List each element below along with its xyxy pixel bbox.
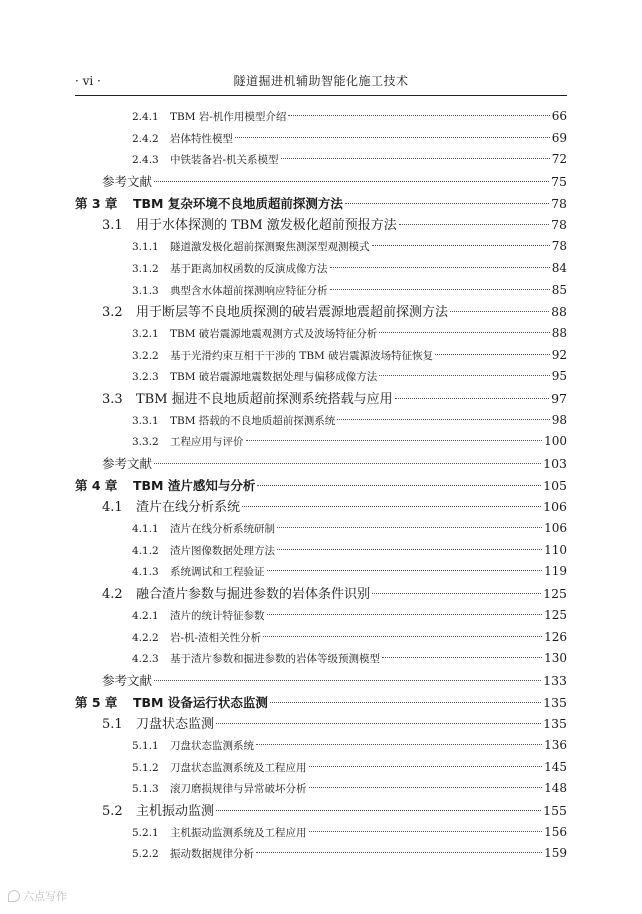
toc-entry-title: 工程应用与评价 xyxy=(170,436,244,449)
toc-page-number: 133 xyxy=(543,672,567,688)
toc-dot-leader xyxy=(154,680,541,681)
toc-page-number: 75 xyxy=(551,174,567,190)
toc-entry-title: 渣片的统计特征参数 xyxy=(170,609,265,622)
toc-page-number: 69 xyxy=(551,130,567,145)
toc-entry-sub[interactable] xyxy=(75,822,567,844)
toc-entry-number: 3.1.1 xyxy=(132,241,159,254)
toc-entry-sub[interactable] xyxy=(75,561,567,583)
toc-entry-chap[interactable] xyxy=(75,193,567,215)
toc-entry-number: 3.3.2 xyxy=(132,436,159,449)
toc-entry-title: 融合渣片参数与掘进参数的岩体条件识别 xyxy=(136,587,371,603)
toc-page-number: 78 xyxy=(551,195,567,211)
toc-entry-number: 3.1.3 xyxy=(132,284,159,297)
toc-entry-title: 渣片在线分析系统 xyxy=(136,500,241,516)
toc-entry-number: 2.4.3 xyxy=(132,154,159,167)
toc-dot-leader xyxy=(242,506,541,507)
toc-entry-number: 4.2.1 xyxy=(132,609,159,622)
toc-entry-sec[interactable] xyxy=(75,496,567,518)
toc-entry-sub[interactable] xyxy=(75,258,567,280)
toc-entry-number: 3.2 xyxy=(102,305,123,321)
toc-entry-sub[interactable] xyxy=(75,540,567,562)
toc-entry-number: 3.1.2 xyxy=(132,262,159,275)
toc-page-number: 130 xyxy=(544,651,567,666)
toc-entry-title: 典型含水体超前探测响应特征分析 xyxy=(170,284,328,297)
toc-dot-leader xyxy=(216,723,541,724)
running-title: 隧道掘进机辅助智能化施工技术 xyxy=(233,74,409,88)
toc-page-number: 119 xyxy=(544,564,567,579)
toc-entry-number: 4.1.2 xyxy=(132,544,159,557)
toc-entry-sub[interactable] xyxy=(75,843,567,865)
toc-entry-number: 3.2.2 xyxy=(132,349,159,362)
toc-entry-number: 第 5 章 xyxy=(75,694,118,710)
toc-entry-sub[interactable] xyxy=(75,735,567,757)
toc-page-number: 159 xyxy=(544,846,567,861)
toc-entry-title: 参考文献 xyxy=(102,174,153,190)
toc-entry-number: 3.1 xyxy=(102,218,123,234)
toc-entry-sec[interactable] xyxy=(75,583,567,605)
watermark xyxy=(8,888,67,904)
toc-entry-title: TBM 破岩震源地震观测方式及波场特征分析 xyxy=(170,327,378,340)
toc-entry-sub[interactable] xyxy=(75,345,567,367)
toc-page-number: 84 xyxy=(551,260,567,275)
toc-dot-leader xyxy=(372,593,541,594)
toc-entry-number: 4.2.3 xyxy=(132,653,159,666)
toc-entry-ref[interactable] xyxy=(75,171,567,193)
toc-page-number: 126 xyxy=(544,629,567,644)
toc-dot-leader xyxy=(435,354,550,355)
header-rule xyxy=(75,95,567,96)
toc-page-number: 156 xyxy=(544,824,567,839)
toc-entry-sub[interactable] xyxy=(75,431,567,453)
toc-dot-leader xyxy=(309,787,543,788)
toc-entry-title: 刀盘状态监测 xyxy=(136,717,215,733)
toc-entry-title: 隧道激发极化超前探测聚焦测深型观测模式 xyxy=(170,241,370,254)
toc-page-number: 78 xyxy=(551,239,567,254)
toc-entry-title: 振动数据规律分析 xyxy=(170,848,254,861)
toc-entry-sub[interactable] xyxy=(75,778,567,800)
toc-page-number: 103 xyxy=(543,456,567,471)
toc-entry-title: 中铁装备岩-机关系模型 xyxy=(170,154,279,167)
toc-entry-title: 基于光滑约束互相干干涉的 TBM 破岩震源波场特征恢复 xyxy=(170,349,434,362)
toc-entry-sub[interactable] xyxy=(75,280,567,302)
toc-entry-number: 3.3.1 xyxy=(132,414,159,427)
toc-page-number: 66 xyxy=(551,109,567,123)
toc-dot-leader xyxy=(281,158,550,159)
toc-entry-number: 5.1 xyxy=(102,717,123,733)
toc-page-number: 110 xyxy=(544,542,567,557)
toc-entry-number: 2.4.1 xyxy=(132,111,159,123)
toc-entry-sub[interactable] xyxy=(75,366,567,388)
toc-entry-title: 岩-机-渣相关性分析 xyxy=(170,631,262,644)
toc-entry-number: 第 4 章 xyxy=(75,477,118,493)
toc-dot-leader xyxy=(235,137,550,138)
toc-entry-title: 主机振动监测 xyxy=(136,804,215,819)
toc-entry-sec[interactable] xyxy=(75,800,567,822)
toc-entry-title: 刀盘状态监测系统及工程应用 xyxy=(170,761,307,774)
toc-entry-number: 4.1.3 xyxy=(132,566,159,579)
toc-dot-leader xyxy=(382,657,542,658)
toc-entry-sub[interactable] xyxy=(75,757,567,779)
toc-page-number: 98 xyxy=(551,412,567,427)
toc-dot-leader xyxy=(154,181,549,182)
toc-dot-leader xyxy=(372,245,550,246)
toc-dot-leader xyxy=(399,224,549,225)
toc-entry-sub[interactable] xyxy=(75,648,567,670)
toc-entry-sec[interactable] xyxy=(75,713,567,735)
toc-entry-sec[interactable] xyxy=(75,214,567,236)
toc-dot-leader xyxy=(379,375,549,376)
toc-dot-leader xyxy=(270,702,541,703)
toc-dot-leader xyxy=(330,289,550,290)
toc-page-number: 136 xyxy=(544,737,567,752)
toc-entry-ref[interactable] xyxy=(75,453,567,475)
toc-entry-title: 滚刀磨损规律与异常破坏分析 xyxy=(170,783,307,796)
toc-dot-leader xyxy=(309,831,543,832)
toc-entry-title: 渣片图像数据处理方法 xyxy=(170,544,275,557)
toc-entry-sub[interactable] xyxy=(75,323,567,345)
toc-entry-title: TBM 设备运行状态监测 xyxy=(133,694,268,710)
page-header xyxy=(75,72,567,92)
toc-page-number: 100 xyxy=(544,434,567,449)
toc-page-number: 155 xyxy=(543,803,567,818)
toc-page-number: 72 xyxy=(551,152,567,167)
toc-entry-title: 基于渣片参数和掘进参数的岩体等级预测模型 xyxy=(170,653,380,666)
toc-page-number: 97 xyxy=(551,390,567,406)
toc-dot-leader xyxy=(267,614,543,615)
toc-entry-number: 第 3 章 xyxy=(75,195,118,211)
toc-page-number: 135 xyxy=(543,716,567,732)
toc-entry-sub[interactable] xyxy=(75,605,567,627)
toc-entry-title: TBM 岩-机作用模型介绍 xyxy=(170,111,287,123)
toc-entry-chap[interactable] xyxy=(75,692,567,714)
toc-entry-title: 主机振动监测系统及工程应用 xyxy=(170,826,307,839)
toc-dot-leader xyxy=(154,463,541,464)
toc-entry-title: 用于断层等不良地质探测的破岩震源地震超前探测方法 xyxy=(136,305,449,321)
toc-dot-leader xyxy=(277,549,542,550)
toc-page-number: 145 xyxy=(544,759,567,774)
toc-entry-title: 刀盘状态监测系统 xyxy=(170,739,254,752)
toc-entry-sub[interactable] xyxy=(75,128,567,150)
toc-dot-leader xyxy=(246,440,543,441)
toc-page-number: 106 xyxy=(543,499,567,515)
toc-page-number: 105 xyxy=(543,477,567,493)
toc-page-number: 88 xyxy=(551,304,567,320)
watermark-text: 六点写作 xyxy=(23,890,67,903)
toc-entry-title: TBM 搭载的不良地质超前探测系统 xyxy=(170,414,336,427)
toc-page-number: 106 xyxy=(544,521,567,536)
toc-dot-leader xyxy=(309,766,543,767)
toc-entry-title: 参考文献 xyxy=(102,672,153,688)
page-number: · vi · xyxy=(75,74,101,88)
toc-entry-title: 用于水体探测的 TBM 激发极化超前预报方法 xyxy=(136,218,397,234)
toc-dot-leader xyxy=(267,570,543,571)
toc-entry-number: 5.2.2 xyxy=(132,848,159,861)
toc-dot-leader xyxy=(256,744,542,745)
toc-entry-title: TBM 掘进不良地质超前探测系统搭载与应用 xyxy=(136,391,393,407)
toc-dot-leader xyxy=(288,115,549,116)
toc-entry-sec[interactable] xyxy=(75,388,567,410)
toc-dot-leader xyxy=(256,852,542,853)
toc-entry-sub[interactable] xyxy=(75,627,567,649)
toc-entry-sub[interactable] xyxy=(75,236,567,258)
toc-dot-leader xyxy=(257,485,541,486)
toc-entry-sub[interactable] xyxy=(75,518,567,540)
toc-entry-sub[interactable] xyxy=(75,149,567,171)
toc-entry-ref[interactable] xyxy=(75,670,567,692)
toc-entry-title: 基于距离加权函数的反演成像方法 xyxy=(170,262,328,275)
toc-entry-number: 5.2.1 xyxy=(132,826,159,839)
toc-entry-title: 系统调试和工程验证 xyxy=(170,566,265,579)
toc-entry-sec[interactable] xyxy=(75,301,567,323)
toc-entry-chap[interactable] xyxy=(75,475,567,497)
toc-dot-leader xyxy=(337,419,549,420)
toc-dot-leader xyxy=(379,332,549,333)
toc-entry-number: 4.1 xyxy=(102,500,123,516)
toc-page-number: 148 xyxy=(544,781,567,796)
toc-dot-leader xyxy=(277,527,542,528)
toc-entry-title: 岩体特性模型 xyxy=(170,132,233,145)
toc-entry-title: TBM 复杂环境不良地质超前探测方法 xyxy=(133,195,343,211)
toc-entry-number: 5.1.1 xyxy=(132,739,159,752)
toc-entry-number: 4.1.1 xyxy=(132,523,159,536)
toc-dot-leader xyxy=(395,398,549,399)
toc-entry-sub[interactable] xyxy=(75,410,567,432)
toc-page-number: 125 xyxy=(544,607,567,622)
toc-dot-leader xyxy=(263,636,542,637)
watermark-logo-icon xyxy=(8,890,20,902)
toc-page-number: 88 xyxy=(551,325,567,340)
toc-dot-leader xyxy=(450,311,549,312)
toc-dot-leader xyxy=(330,267,550,268)
toc-entry-number: 4.2 xyxy=(102,587,123,603)
toc-entry-title: 参考文献 xyxy=(102,456,153,471)
toc-entry-title: 渣片在线分析系统研制 xyxy=(170,523,275,536)
toc-page-number: 125 xyxy=(543,586,567,602)
toc-entry-number: 5.1.3 xyxy=(132,783,159,796)
toc-page-number: 95 xyxy=(551,369,567,384)
toc-entry-number: 3.2.1 xyxy=(132,327,159,340)
toc-page-number: 135 xyxy=(543,694,567,710)
toc-entry-number: 5.2 xyxy=(102,804,123,819)
toc-entry-number: 2.4.2 xyxy=(132,132,159,145)
toc-page-number: 85 xyxy=(551,282,567,297)
toc-entry-number: 4.2.2 xyxy=(132,631,159,644)
toc-dot-leader xyxy=(216,810,541,811)
table-of-contents xyxy=(75,106,567,865)
toc-dot-leader xyxy=(345,203,549,204)
toc-entry-sub[interactable] xyxy=(75,106,567,128)
toc-entry-number: 3.3 xyxy=(102,391,123,407)
toc-entry-title: TBM 渣片感知与分析 xyxy=(133,477,256,493)
toc-entry-number: 3.2.3 xyxy=(132,371,159,384)
toc-entry-title: TBM 破岩震源地震数据处理与偏移成像方法 xyxy=(170,371,378,384)
toc-page-number: 78 xyxy=(551,217,567,233)
toc-entry-number: 5.1.2 xyxy=(132,761,159,774)
toc-page-number: 92 xyxy=(551,347,567,362)
